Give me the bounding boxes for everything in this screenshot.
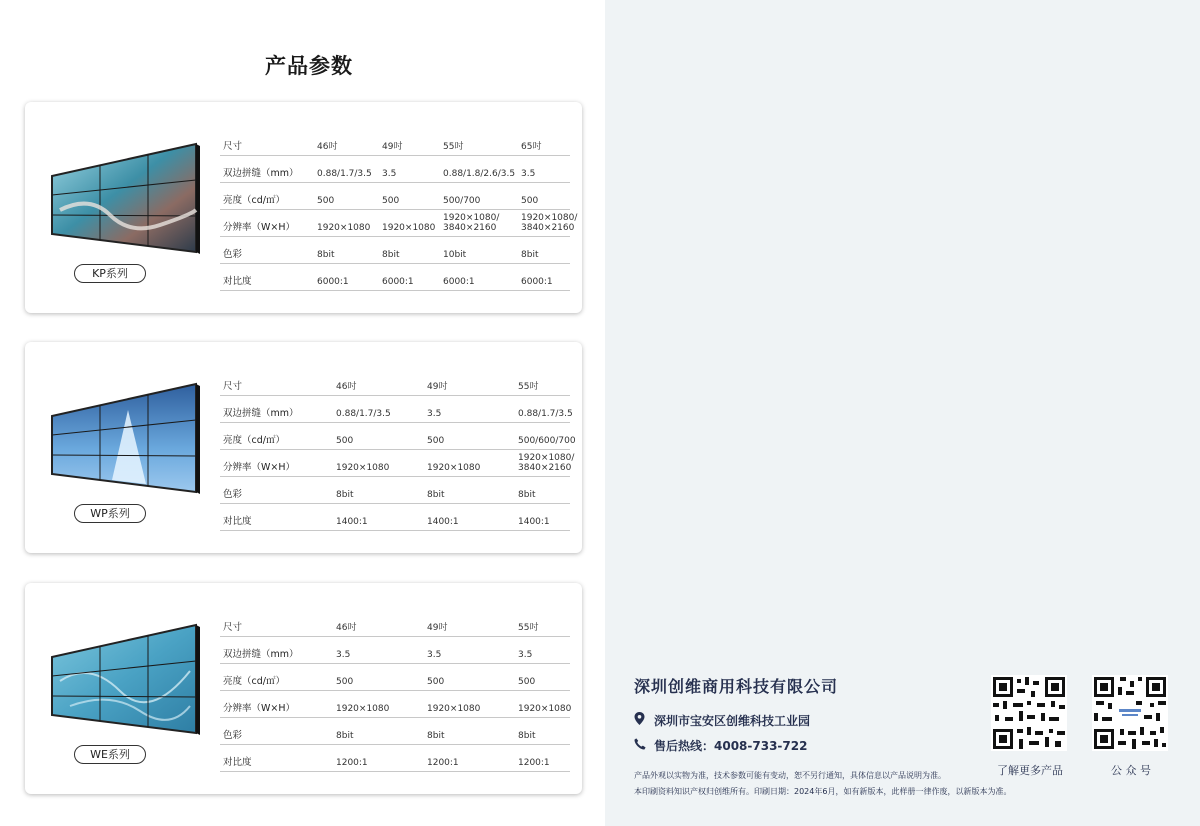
qr-caption-official-account: 公 众 号 xyxy=(1111,764,1151,777)
spec-label: 亮度（cd/㎡） xyxy=(223,676,285,687)
spec-table xyxy=(220,370,576,532)
video-wall-image xyxy=(50,621,202,739)
spec-value: 0.88/1.7/3.5 xyxy=(518,409,573,419)
spec-value: 0.88/1.8/2.6/3.5 xyxy=(443,169,516,179)
spec-value: 46吋 xyxy=(336,623,357,633)
spec-value: 8bit xyxy=(518,731,536,741)
spec-value: 1920×1080 xyxy=(427,704,481,714)
spec-label: 色彩 xyxy=(223,730,243,741)
spec-row xyxy=(220,638,570,664)
spec-value: 8bit xyxy=(336,490,354,500)
spec-value: 1920×1080 xyxy=(427,463,481,473)
page-title: 产品参数 xyxy=(265,54,353,78)
spec-value: 1200:1 xyxy=(336,758,368,768)
spec-label: 色彩 xyxy=(223,489,243,500)
series-label: WE系列 xyxy=(74,745,146,764)
location-pin-icon xyxy=(634,712,648,728)
spec-value: 500 xyxy=(521,196,539,206)
spec-value: 1200:1 xyxy=(518,758,550,768)
spec-value: 8bit xyxy=(336,731,354,741)
series-label: KP系列 xyxy=(74,264,146,283)
spec-value: 500/700 xyxy=(443,196,481,206)
spec-label: 亮度（cd/㎡） xyxy=(223,435,285,446)
spec-label: 色彩 xyxy=(223,249,243,260)
spec-value: 1920×1080/ 3840×2160 xyxy=(521,213,578,233)
spec-value: 0.88/1.7/3.5 xyxy=(336,409,391,419)
product-card-kp xyxy=(25,102,582,313)
spec-value: 6000:1 xyxy=(317,277,349,287)
spec-value: 1400:1 xyxy=(427,517,459,527)
spec-value: 1920×1080/ 3840×2160 xyxy=(443,213,500,233)
spec-value: 65吋 xyxy=(521,142,542,152)
spec-label: 双边拼缝（mm） xyxy=(223,649,299,660)
spec-label: 亮度（cd/㎡） xyxy=(223,195,285,206)
spec-row xyxy=(220,265,570,291)
spec-value: 500 xyxy=(427,677,445,687)
spec-label: 双边拼缝（mm） xyxy=(223,168,299,179)
spec-value: 55吋 xyxy=(443,142,464,152)
spec-row xyxy=(220,746,570,772)
phone-icon xyxy=(634,738,648,753)
spec-row xyxy=(220,184,570,210)
spec-value: 55吋 xyxy=(518,382,539,392)
spec-row xyxy=(220,424,576,450)
spec-value: 3.5 xyxy=(336,650,351,660)
spec-label: 对比度 xyxy=(223,757,252,768)
product-card-we xyxy=(25,583,582,794)
spec-value: 500 xyxy=(336,677,354,687)
spec-value: 1920×1080 xyxy=(336,463,390,473)
spec-row xyxy=(220,719,570,745)
spec-value: 1200:1 xyxy=(427,758,459,768)
spec-value: 49吋 xyxy=(427,382,448,392)
spec-value: 8bit xyxy=(427,490,445,500)
spec-value: 3.5 xyxy=(427,650,442,660)
qr-code-icon xyxy=(991,675,1067,751)
spec-value: 1920×1080 xyxy=(518,704,572,714)
spec-value: 1400:1 xyxy=(518,517,550,527)
spec-value: 46吋 xyxy=(336,382,357,392)
spec-label: 分辨率（W×H） xyxy=(223,703,295,714)
copyright-note: 本印刷资料知识产权归创维所有。印刷日期：2024年6月，如有新版本，此样册一律作废，以新版本为准。 xyxy=(634,787,1012,796)
spec-value: 6000:1 xyxy=(443,277,475,287)
hotline-line xyxy=(634,737,807,754)
spec-row xyxy=(220,692,570,718)
spec-value: 500 xyxy=(336,436,354,446)
spec-row xyxy=(220,665,570,691)
spec-value: 500/600/700 xyxy=(518,436,576,446)
spec-value: 6000:1 xyxy=(382,277,414,287)
qr-caption-products: 了解更多产品 xyxy=(997,764,1063,777)
spec-value: 8bit xyxy=(521,250,539,260)
spec-value: 8bit xyxy=(518,490,536,500)
spec-label: 分辨率（W×H） xyxy=(223,222,295,233)
company-name: 深圳创维商用科技有限公司 xyxy=(634,677,839,696)
spec-value: 500 xyxy=(317,196,335,206)
spec-label: 分辨率（W×H） xyxy=(223,462,295,473)
spec-row xyxy=(220,611,570,637)
spec-value: 8bit xyxy=(317,250,335,260)
spec-label: 尺寸 xyxy=(223,381,243,392)
spec-value: 8bit xyxy=(382,250,400,260)
spec-row xyxy=(220,397,573,423)
spec-value: 500 xyxy=(427,436,445,446)
spec-value: 3.5 xyxy=(382,169,397,179)
spec-value: 49吋 xyxy=(382,142,403,152)
spec-label: 双边拼缝（mm） xyxy=(223,408,299,419)
spec-row xyxy=(220,505,570,531)
spec-label: 尺寸 xyxy=(223,622,243,633)
spec-value: 1920×1080/ 3840×2160 xyxy=(518,453,575,473)
spec-row xyxy=(220,157,570,183)
spec-value: 3.5 xyxy=(427,409,442,419)
product-card-wp xyxy=(25,342,582,553)
spec-value: 6000:1 xyxy=(521,277,553,287)
qr-code-icon xyxy=(1092,675,1168,751)
series-label: WP系列 xyxy=(74,504,146,523)
spec-row xyxy=(220,451,575,477)
spec-value: 1920×1080 xyxy=(317,223,371,233)
address-text: 深圳市宝安区创维科技工业园 xyxy=(654,714,811,728)
spec-value: 55吋 xyxy=(518,623,539,633)
spec-row xyxy=(220,478,570,504)
spec-value: 49吋 xyxy=(427,623,448,633)
spec-value: 8bit xyxy=(427,731,445,741)
spec-label: 对比度 xyxy=(223,276,252,287)
spec-value: 1920×1080 xyxy=(336,704,390,714)
spec-row xyxy=(220,211,578,237)
spec-value: 3.5 xyxy=(518,650,533,660)
spec-row xyxy=(220,370,570,396)
video-wall-image xyxy=(50,140,202,258)
address-line xyxy=(634,712,810,729)
video-wall-image xyxy=(50,380,202,498)
spec-value: 0.88/1.7/3.5 xyxy=(317,169,372,179)
spec-value: 500 xyxy=(382,196,400,206)
spec-value: 500 xyxy=(518,677,536,687)
spec-value: 1400:1 xyxy=(336,517,368,527)
spec-label: 对比度 xyxy=(223,516,252,527)
spec-row xyxy=(220,130,570,156)
hotline-text: 售后热线：4008-733-722 xyxy=(654,739,808,753)
spec-value: 3.5 xyxy=(521,169,536,179)
spec-label: 尺寸 xyxy=(223,141,243,152)
spec-value: 10bit xyxy=(443,250,467,260)
spec-value: 1920×1080 xyxy=(382,223,436,233)
spec-table xyxy=(220,130,578,292)
spec-value: 46吋 xyxy=(317,142,338,152)
disclaimer-note: 产品外观以实物为准，技术参数可能有变动，恕不另行通知，具体信息以产品说明为准。 xyxy=(634,771,946,780)
spec-row xyxy=(220,238,570,264)
spec-table xyxy=(220,611,570,773)
